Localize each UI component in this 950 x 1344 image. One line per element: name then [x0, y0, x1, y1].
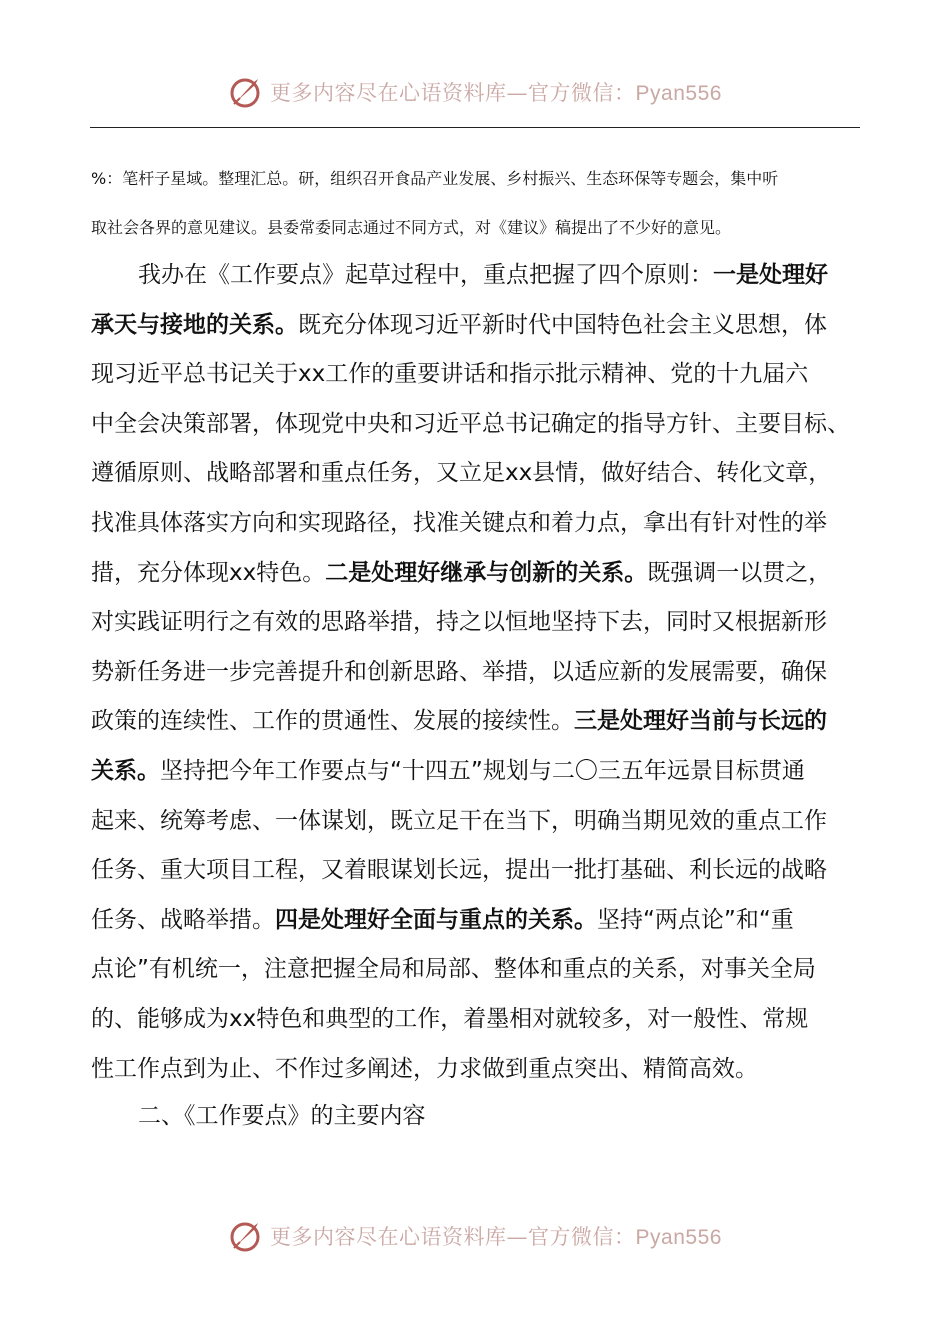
- principle-4-heading: 四是处理好全面与重点的关系。: [275, 906, 597, 933]
- text-line: 点论”有机统一，注意把握全局和局部、整体和重点的关系，对事关全局: [91, 956, 816, 983]
- text-line: 遵循原则、战略部署和重点任务，又立足xx县情，做好结合、转化文章，: [91, 460, 832, 487]
- text-line: 中全会决策部署，体现党中央和习近平总书记确定的指导方针、主要目标、: [91, 410, 850, 437]
- text-line: 性工作点到为止、不作过多阐述，力求做到重点突出、精简高效。: [91, 1055, 758, 1082]
- banner-text: 更多内容尽在心语资料库—官方微信：Pyan556: [270, 1225, 722, 1249]
- text-line: 起来、统筹考虑、一体谋划，既立足干在当下，明确当期见效的重点工作: [91, 807, 827, 834]
- text-line: 任务、战略举措。四是处理好全面与重点的关系。坚持“两点论”和“重: [91, 906, 794, 933]
- wechat-id: Pyan556: [635, 1226, 722, 1249]
- section-heading: 二、《工作要点》的主要内容: [138, 1103, 426, 1129]
- text-line: 任务、重大项目工程，又着眼谋划长远，提出一批打基础、利长远的战略: [91, 857, 827, 884]
- text-line: 我办在《工作要点》起草过程中，重点把握了四个原则：一是处理好: [138, 262, 828, 288]
- quill-pen-circle-icon: [228, 74, 264, 110]
- wechat-id: Pyan556: [635, 82, 722, 105]
- principle-2-heading: 二是处理好继承与创新的关系。: [325, 559, 648, 586]
- text-line: 政策的连续性、工作的贯通性、发展的接续性。三是处理好当前与长远的: [91, 708, 827, 735]
- intro-line-2: 取社会各界的意见建议。县委常委同志通过不同方式，对《建议》稿提出了不少好的意见。: [91, 218, 732, 237]
- header-banner: [0, 70, 950, 114]
- header-divider: [90, 127, 860, 128]
- principles-paragraph: [91, 251, 866, 1094]
- principle-1-heading: 一是处理好: [713, 262, 828, 288]
- text-line: 承天与接地的关系。既充分体现习近平新时代中国特色社会主义思想，体: [91, 311, 827, 338]
- principle-3-heading: 三是处理好当前与长远的: [574, 708, 827, 735]
- principle-3-heading-cont: 关系。: [91, 757, 160, 784]
- text-line: 的、能够成为xx特色和典型的工作，着墨相对就较多，对一般性、常规: [91, 1005, 809, 1032]
- text-line: 措，充分体现xx特色。二是处理好继承与创新的关系。既强调一以贯之，: [91, 559, 832, 586]
- text-line: 现习近平总书记关于xx工作的重要讲话和指示批示精神、党的十九届六: [91, 361, 809, 388]
- footer-banner: [0, 1214, 950, 1258]
- text-line: 势新任务进一步完善提升和创新思路、举措，以适应新的发展需要，确保: [91, 658, 827, 685]
- text-line: 对实践证明行之有效的思路举措，持之以恒地坚持下去，同时又根据新形: [91, 609, 827, 636]
- intro-line-1: %：笔杆子星域。整理汇总。研，组织召开食品产业发展、乡村振兴、生态环保等专题会，集中听: [91, 169, 779, 188]
- principle-1-heading-cont: 承天与接地的关系。: [91, 311, 298, 338]
- quill-pen-circle-icon: [228, 1218, 264, 1254]
- text-line: 找准具体落实方向和实现路径，找准关键点和着力点，拿出有针对性的举: [91, 509, 827, 536]
- banner-text: 更多内容尽在心语资料库—官方微信：Pyan556: [270, 81, 722, 105]
- text-line: 关系。坚持把今年工作要点与“十四五”规划与二〇三五年远景目标贯通: [91, 757, 805, 784]
